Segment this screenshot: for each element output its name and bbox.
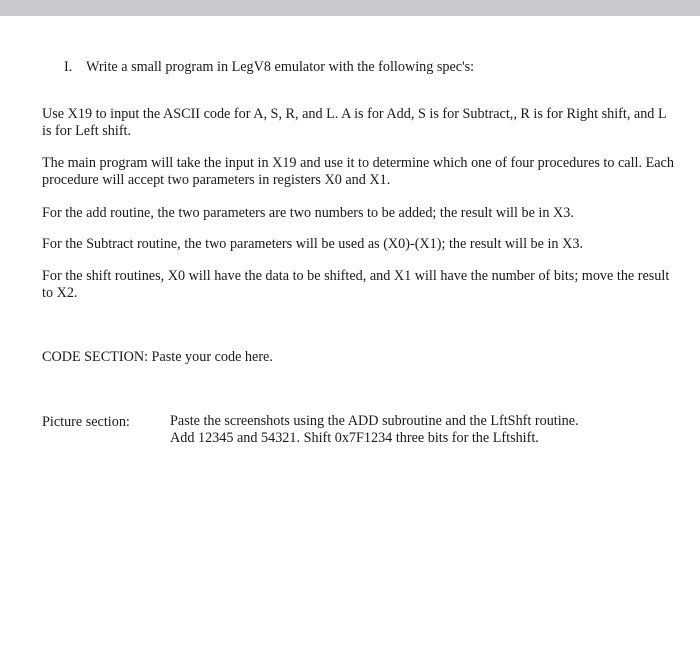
paragraph-add-routine: For the add routine, the two parameters are two numbers to be added; the result will be in X3. (42, 205, 574, 221)
paragraph-shift-routines: For the shift routines, X0 will have the data to be shifted, and X1 will have the number of bits; move the result to X2. (42, 268, 670, 301)
question-number: I. (64, 59, 73, 75)
paragraph-ascii-input: Use X19 to input the ASCII code for A, S, R, and L. A is for Add, S is for Subtract,, R is for Right shift, and L is for Left shift. (42, 106, 667, 139)
paragraph-main-program: The main program will take the input in X19 and use it to determine which one of four procedures to call. Each procedure will accept two parameters in registers X0 and X1. (42, 155, 674, 188)
picture-section-instructions (170, 413, 579, 447)
code-section-heading: CODE SECTION: Paste your code here. (42, 349, 273, 365)
question-title: Write a small program in LegV8 emulator with the following spec's: (86, 59, 475, 75)
top-bar (0, 0, 700, 16)
picture-instruction-line-2: Add 12345 and 54321. Shift 0x7F1234 three bits for the Lftshift. (170, 430, 539, 446)
picture-instruction-line-1: Paste the screenshots using the ADD subroutine and the LftShft routine. (170, 413, 579, 429)
picture-section-label: Picture section: (42, 414, 130, 430)
paragraph-subtract-routine: For the Subtract routine, the two parameters will be used as (X0)-(X1); the result will be in X3. (42, 236, 583, 252)
